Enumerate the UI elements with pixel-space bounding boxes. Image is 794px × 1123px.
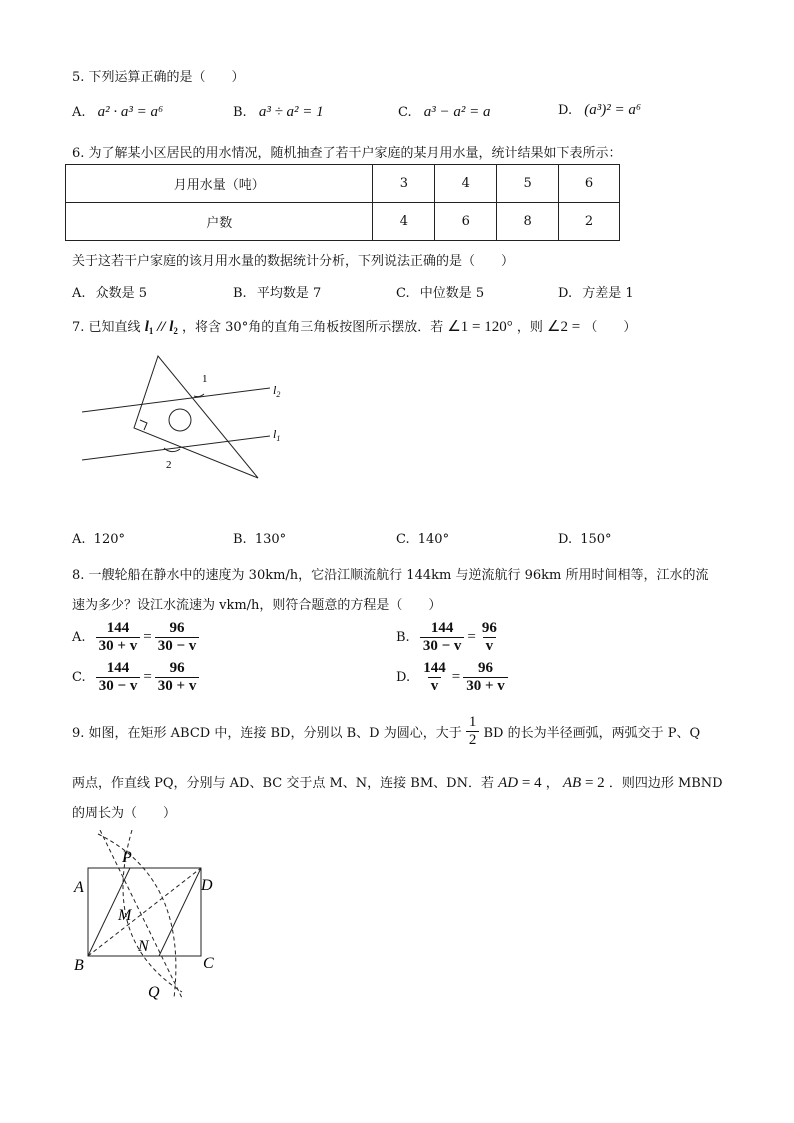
point-m-label: M (118, 907, 132, 924)
angle2-expr: ∠2 = (547, 319, 581, 335)
line-pq (100, 830, 182, 998)
q5-option-b[interactable] (233, 104, 324, 121)
parallel-lines-expr: $l_1 // l_2$ (144, 319, 178, 336)
q7-option-c[interactable] (396, 532, 449, 547)
ab-expr: AB = 2 (562, 775, 605, 791)
q7-option-a[interactable] (72, 532, 125, 547)
point-n-label: N (138, 938, 149, 955)
q9-line2 (72, 772, 723, 792)
q9-text: ， (545, 776, 559, 791)
q7-stem-part: ，将含 30°角的直角三角板按图所示摆放．若 (182, 320, 444, 335)
right-angle-marker (140, 420, 147, 430)
half-fraction: $\frac{1}{2}$ (466, 714, 480, 749)
q9-text: 9. 如图，在矩形 ABCD 中，连接 BD，分别以 B、D 为圆心，大于 (72, 726, 462, 741)
table-cell: 3 (373, 165, 435, 203)
option-text: 中位数是 5 (419, 286, 485, 301)
option-text: 120° (93, 532, 125, 547)
line-l2 (82, 388, 270, 412)
point-d-label: D (201, 877, 213, 894)
water-usage-table (65, 164, 620, 241)
q7-stem-part: （ ） (584, 320, 637, 335)
option-label: D. (558, 103, 573, 118)
option-label: B. (396, 630, 410, 645)
q6-option-a[interactable] (72, 282, 147, 301)
point-p-label: P (122, 849, 132, 866)
fraction: $\frac{144}{30 + v}$ (96, 620, 141, 655)
table-row (66, 165, 620, 203)
segment-dn (159, 868, 201, 956)
q5-option-d[interactable] (558, 102, 641, 119)
q8-option-c[interactable]: C. $\frac{144}{30 - v}$ = $\frac{96}{30 + v}$ (72, 660, 199, 695)
option-label: D. (396, 670, 411, 685)
option-label: A. (72, 630, 86, 645)
table-row (66, 203, 620, 241)
table-cell: 8 (497, 203, 559, 241)
arc-from-d (123, 830, 182, 992)
point-b-label: B (74, 957, 84, 974)
q5-option-c[interactable] (398, 104, 491, 121)
q9-text: 两点，作直线 PQ，分别与 AD、BC 交于点 M、N，连接 BM、DN．若 (72, 776, 494, 791)
option-label: A. (72, 532, 86, 547)
ad-expr: AD = 4 (498, 775, 542, 791)
option-text: 140° (417, 532, 450, 547)
q6-option-b[interactable] (233, 282, 321, 301)
option-label: C. (398, 105, 412, 120)
table-cell: 5 (497, 165, 559, 203)
fraction: $\frac{96}{30 + v}$ (155, 660, 200, 695)
q5-stem: 5. 下列运算正确的是（ ） (72, 70, 245, 85)
option-label: B. (233, 105, 247, 120)
option-label: D. (558, 286, 573, 301)
table-header-cell: 月用水量（吨） (66, 165, 373, 203)
arc-from-b (98, 834, 176, 998)
table-cell: 4 (373, 203, 435, 241)
option-text: 150° (580, 532, 612, 547)
q5-option-a[interactable] (72, 104, 163, 121)
point-q-label: Q (148, 984, 160, 1001)
option-expr: a³ − a² = a (423, 104, 491, 120)
q7-stem-part: ，则 (516, 320, 543, 335)
q9-figure (70, 830, 230, 1005)
option-text: 方差是 1 (582, 286, 634, 301)
set-square-hole (169, 409, 191, 431)
option-expr: a² · a³ = a⁶ (97, 104, 164, 120)
table-header-cell: 户数 (66, 203, 373, 241)
fraction: $\frac{96}{v}$ (481, 620, 497, 654)
option-expr: a³ ÷ a² = 1 (258, 104, 324, 120)
option-label: A. (72, 105, 86, 120)
option-label: D. (558, 532, 573, 547)
point-c-label: C (203, 955, 214, 972)
line-l1 (82, 436, 270, 460)
set-square-triangle (134, 356, 258, 478)
option-text: 平均数是 7 (256, 286, 322, 301)
q6-stem: 6. 为了解某小区居民的用水情况，随机抽查了若干户家庭的某月用水量，统计结果如下表所示： (72, 146, 622, 161)
table-cell: 6 (435, 203, 497, 241)
angle1-expr: ∠1 = 120° (447, 319, 513, 335)
fraction: $\frac{144}{30 - v}$ (420, 620, 465, 655)
option-label: A. (72, 286, 86, 301)
fraction: $\frac{144}{30 - v}$ (96, 660, 141, 695)
table-cell: 6 (559, 165, 620, 203)
table-cell: 2 (559, 203, 620, 241)
q7-option-d[interactable] (558, 532, 612, 547)
fraction: $\frac{96}{30 - v}$ (155, 620, 200, 655)
q6-question: 关于这若干户家庭的该月用水量的数据统计分析，下列说法正确的是（ ） (72, 254, 515, 269)
fraction: $\frac{96}{30 + v}$ (463, 660, 508, 695)
q9-line1 (72, 714, 700, 749)
option-text: 众数是 5 (95, 286, 148, 301)
option-expr: (a³)² = a⁶ (584, 102, 642, 118)
q6-option-c[interactable] (396, 282, 484, 301)
point-a-label: A (74, 879, 84, 896)
q8-option-b[interactable]: B. $\frac{144}{30 - v}$ = $\frac{96}{v}$ (396, 620, 500, 655)
q7-stem (72, 316, 636, 336)
q9-text: ．则四边形 MBND (608, 776, 723, 791)
q9-text: BD 的长为半径画弧，两弧交于 P、Q (483, 726, 701, 741)
q6-option-d[interactable] (558, 282, 634, 301)
q9-line3: 的周长为（ ） (72, 806, 177, 821)
q8-option-d[interactable]: D. $\frac{144}{v}$ = $\frac{96}{30 + v}$ (396, 660, 508, 695)
option-label: C. (396, 532, 410, 547)
angle2-label: 2 (166, 459, 172, 471)
q8-option-a[interactable]: A. $\frac{144}{30 + v}$ = $\frac{96}{30 - v}$ (72, 620, 199, 655)
fraction: $\frac{144}{v}$ (423, 660, 446, 694)
l1-label: $l_1$ (273, 427, 281, 443)
option-label: B. (233, 286, 247, 301)
angle1-label: 1 (202, 373, 208, 385)
q7-stem-part: 7. 已知直线 (72, 320, 141, 335)
q8-line1: 8. 一艘轮船在静水中的速度为 30km/h，它沿江顺流航行 144km 与逆流航行 96km 所用时间相等，江水的流 (72, 568, 709, 583)
option-label: C. (396, 286, 410, 301)
option-label: C. (72, 670, 86, 685)
l2-label: $l_2$ (273, 383, 281, 399)
option-label: B. (233, 532, 247, 547)
table-cell: 4 (435, 165, 497, 203)
q8-line2: 速为多少？设江水流速为 vkm/h，则符合题意的方程是（ ） (72, 598, 442, 613)
option-text: 130° (254, 532, 287, 547)
q7-figure (70, 350, 300, 485)
q7-option-b[interactable] (233, 532, 286, 547)
